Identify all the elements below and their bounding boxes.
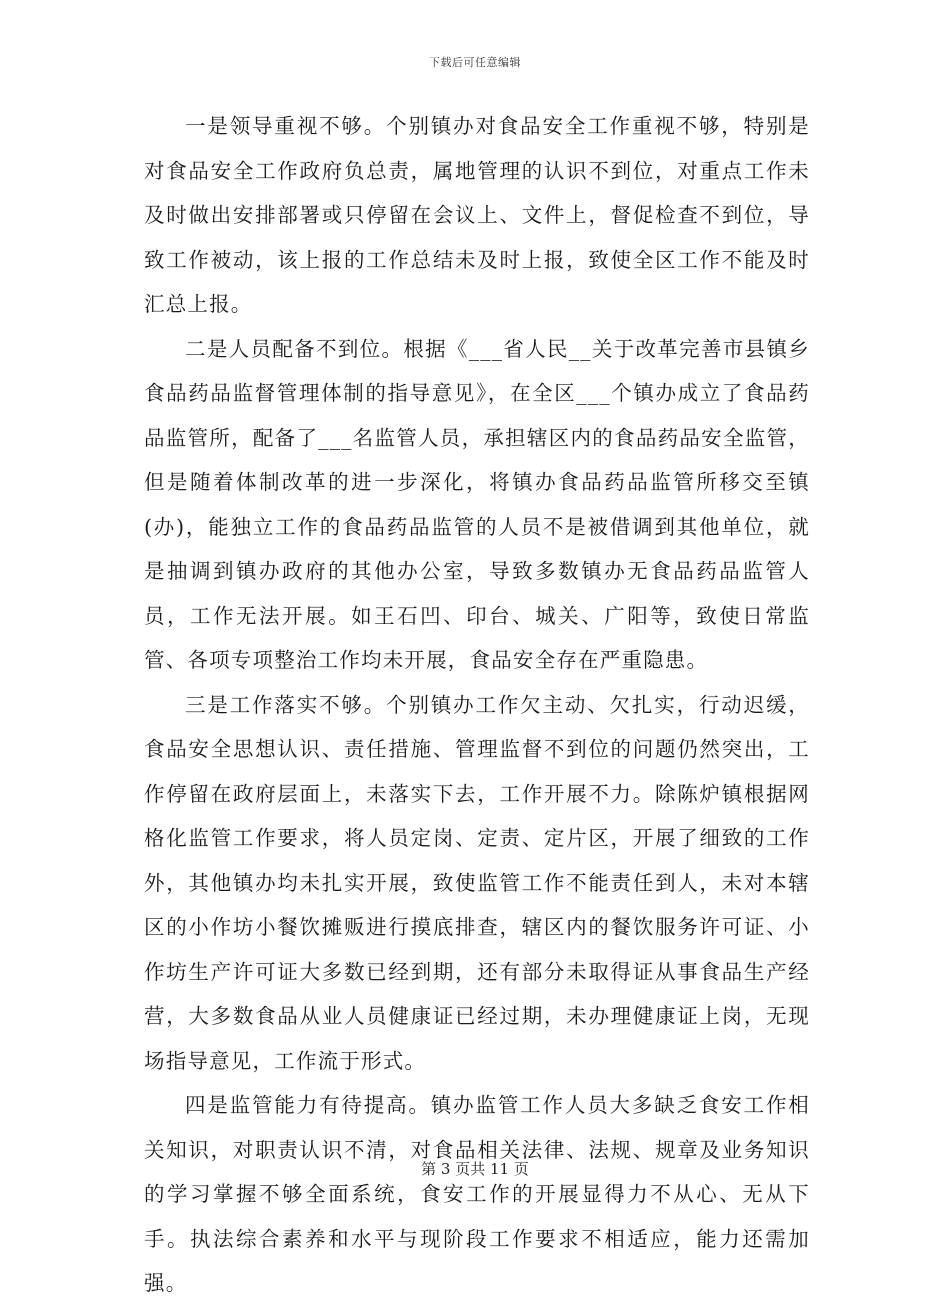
paragraph-capability: 四是监管能力有待提高。镇办监管工作人员大多缺乏食安工作相关知识，对职责认识不清，对食品相关法律、法规、规章及业务知识的学习掌握不够全面系统，食安工作的开展显得力不从心、无从下手。执法综合素养和水平与现阶段工作要求不相适应，能力还需加强。: [144, 1093, 810, 1295]
paragraph-implementation: 三是工作落实不够。个别镇办工作欠主动、欠扎实，行动迟缓，食品安全思想认识、责任措施、管理监督不到位的问题仍然突出，工作停留在政府层面上，未落实下去，工作开展不力。除陈炉镇根据网格化监管工作要求，将人员定岗、定责、定片区，开展了细致的工作外，其他镇办均未扎实开展，致使监管工作不能责任到人，未对本辖区的小作坊小餐饮摊贩进行摸底排查，辖区内的餐饮服务许可证、小作坊生产许可证大多数已经到期，还有部分未取得证从事食品生产经营，大多数食品从业人员健康证已经过期，未办理健康证上岗，无现场指导意见，工作流于形式。: [144, 692, 810, 1073]
document-body: [144, 104, 810, 1306]
paragraph-staffing: 二是人员配备不到位。根据《___省人民__关于改革完善市县镇乡食品药品监督管理体制的指导意见》，在全区___个镇办成立了食品药品监管所，配备了___名监管人员，承担辖区内的食品药品安全监管，但是随着体制改革的进一步深化，将镇办食品药品监管所移交至镇(办)，能独立工作的食品药品监管的人员不是被借调到其他单位，就是抽调到镇办政府的其他办公室，导致多数镇办无食品药品监管人员，工作无法开展。如王石凹、印台、城关、广阳等，致使日常监管、各项专项整治工作均未开展，食品安全存在严重隐患。: [144, 336, 810, 672]
paragraph-leadership: 一是领导重视不够。个别镇办对食品安全工作重视不够，特别是对食品安全工作政府负总责，属地管理的认识不到位，对重点工作未及时做出安排部署或只停留在会议上、文件上，督促检查不到位，导致工作被动，该上报的工作总结未及时上报，致使全区工作不能及时汇总上报。: [144, 114, 810, 316]
page-header: 下载后可任意编辑: [429, 56, 521, 69]
page-number-footer: 第 3 页共 11 页: [421, 1160, 529, 1178]
